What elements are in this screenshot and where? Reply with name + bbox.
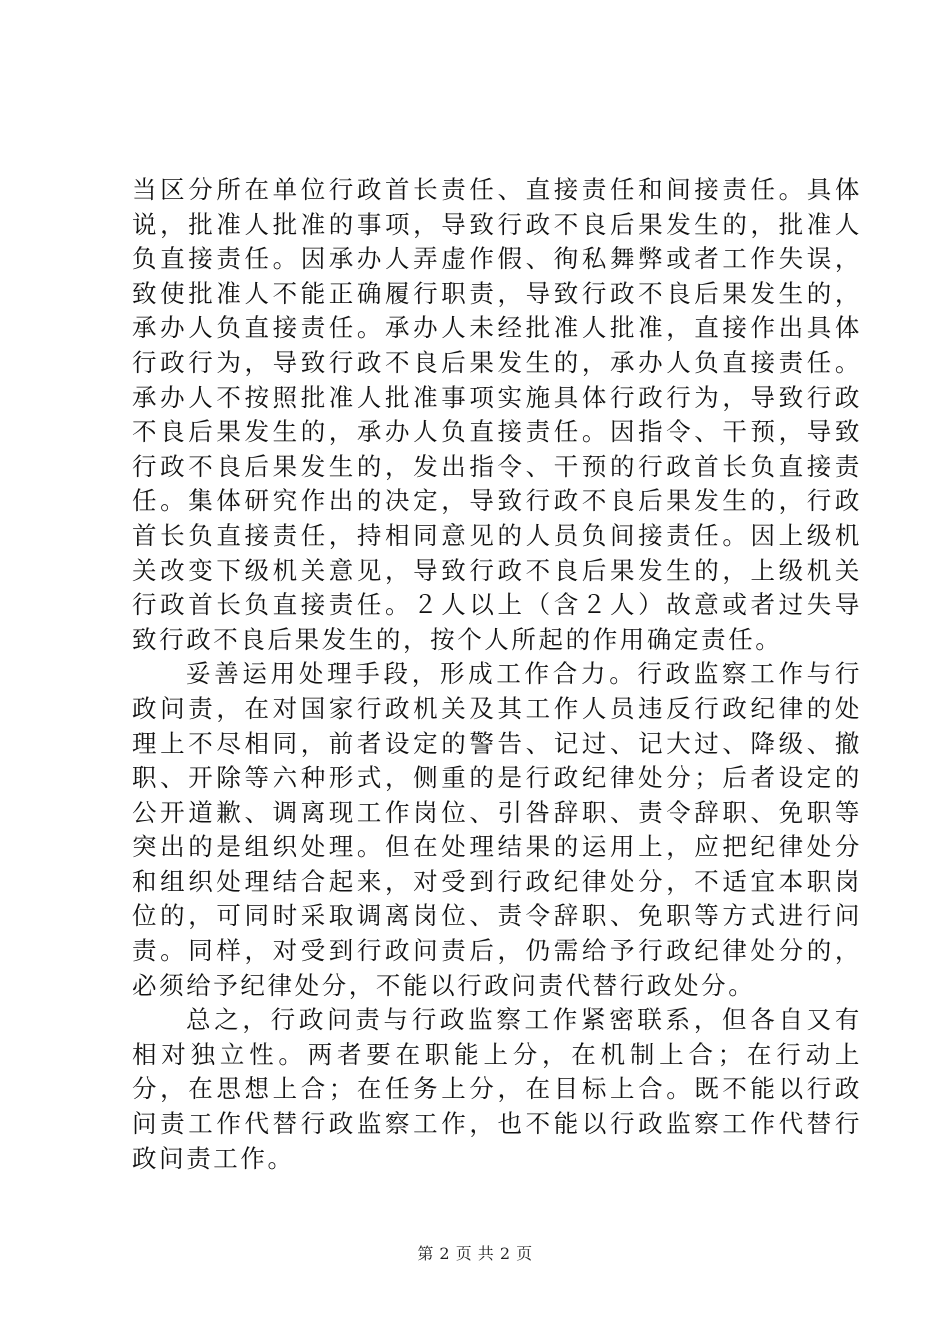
page-footer: 第 2 页 共 2 页: [417, 1244, 533, 1263]
paragraph-responsibility: 当区分所在单位行政首长责任、直接责任和间接责任。具体说，批准人批准的事项，导致行政不良后果发生的，批准人负直接责任。因承办人弄虚作假、徇私舞弊或者工作失误，致使批准人不能正确履行职责，导致行政不良后果发生的，承办人负直接责任。承办人未经批准人批准，直接作出具体行政行为，导致行政不良后果发生的，承办人负直接责任。承办人不按照批准人批准事项实施具体行政行为，导致行政不良后果发生的，承办人负直接责任。因指令、干预，导致行政不良后果发生的，发出指令、干预的行政首长负直接责任。集体研究作出的决定，导致行政不良后果发生的，行政首长负直接责任，持相同意见的人员负间接责任。因上级机关改变下级机关意见，导致行政不良后果发生的，上级机关行政首长负直接责任。２人以上（含２人）故意或者过失导致行政不良后果发生的，按个人所起的作用确定责任。: [132, 175, 862, 654]
paragraph-handling-measures: 妥善运用处理手段，形成工作合力。行政监察工作与行政问责，在对国家行政机关及其工作人员违反行政纪律的处理上不尽相同，前者设定的警告、记过、记大过、降级、撤职、开除等六种形式，侧重的是行政纪律处分；后者设定的公开道歉、调离现工作岗位、引咎辞职、责令辞职、免职等突出的是组织处理。但在处理结果的运用上，应把纪律处分和组织处理结合起来，对受到行政纪律处分，不适宜本职岗位的，可同时采取调离岗位、责令辞职、免职等方式进行问责。同样，对受到行政问责后，仍需给予行政纪律处分的，必须给予纪律处分，不能以行政问责代替行政处分。: [132, 659, 862, 1000]
document-body: [132, 173, 862, 1176]
paragraph-conclusion: 总之，行政问责与行政监察工作紧密联系，但各自又有相对独立性。两者要在职能上分，在机制上合；在行动上分，在思想上合；在任务上分，在目标上合。既不能以行政问责工作代替行政监察工作，也不能以行政监察工作代替行政问责工作。: [132, 1005, 862, 1173]
